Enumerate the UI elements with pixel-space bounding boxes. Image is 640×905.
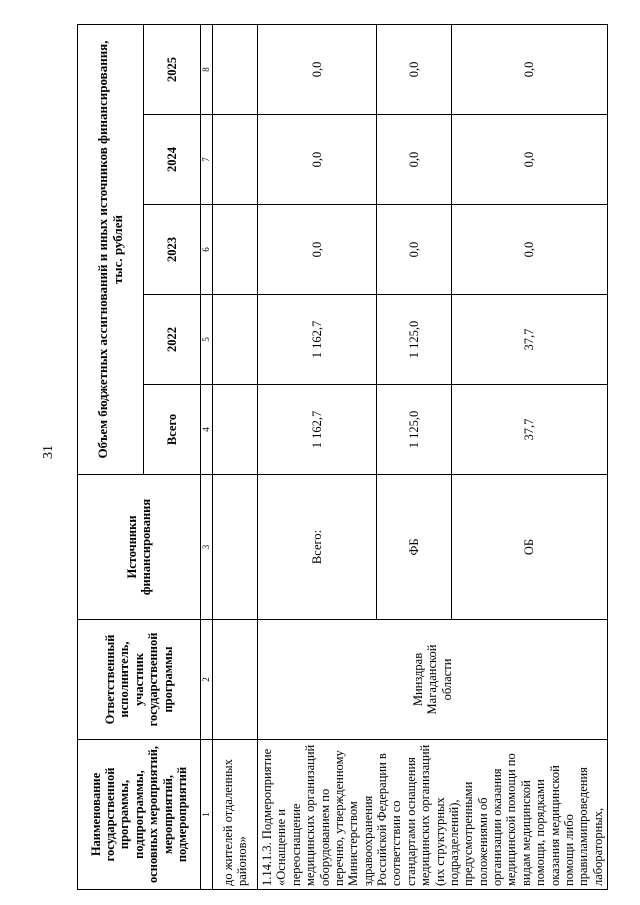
column-index: 3: [201, 475, 213, 620]
table-cell: [213, 620, 258, 740]
column-index: 4: [201, 385, 213, 475]
value-2024: 0,0: [377, 115, 451, 205]
source-cell: ФБ: [377, 475, 451, 620]
header-year-2024: 2024: [144, 115, 201, 205]
value-total: 37,7: [451, 385, 607, 475]
value-2025: 0,0: [377, 24, 451, 114]
source-cell: Всего:: [258, 475, 377, 620]
value-2022: 1 125,0: [377, 295, 451, 385]
header-sources: Источники финансирования: [78, 475, 201, 620]
item-executor: Минздрав Магаданской области: [258, 620, 608, 740]
table-row: [258, 24, 377, 889]
column-index: 2: [201, 620, 213, 740]
header-executor: Ответственный исполнитель, участник государственной программы: [78, 620, 201, 740]
value-2023: 0,0: [451, 205, 607, 295]
value-2022: 1 162,7: [258, 295, 377, 385]
column-index: 8: [201, 24, 213, 114]
value-2023: 0,0: [377, 205, 451, 295]
table-cell: [213, 295, 258, 385]
value-total: 1 125,0: [377, 385, 451, 475]
header-volume-group: Объем бюджетных ассигнований и иных источников финансирования, тыс. рублей: [78, 24, 144, 474]
table-cell: [213, 385, 258, 475]
table-row: [213, 24, 258, 889]
item-name: 1.14.1.3. Подмероприятие «Оснащение и переоснащение медицинских организаций оборудованием по перечню, утвержденному Министерством здравоохранения Российской Федерации в соответствии со стандартами оснащения медицинских организаций (их структурных подразделений), предусмотренными положениями об организации оказания медицинской помощи по видам медицинской помощи, порядками оказания медицинской помощи либо правиламипроведения лабораторных,: [258, 740, 608, 890]
column-index: 5: [201, 295, 213, 385]
table-cell: [213, 475, 258, 620]
continued-row-text: до жителей отдаленных районов»: [213, 740, 258, 890]
column-index: 1: [201, 740, 213, 890]
value-2022: 37,7: [451, 295, 607, 385]
table-cell: [213, 205, 258, 295]
budget-table: [77, 24, 608, 890]
page-number: 31: [41, 445, 56, 459]
source-cell: ОБ: [451, 475, 607, 620]
column-index: 6: [201, 205, 213, 295]
rotated-table-container: [77, 25, 605, 890]
value-2025: 0,0: [451, 24, 607, 114]
header-total: Всего: [144, 385, 201, 475]
value-2025: 0,0: [258, 24, 377, 114]
value-2023: 0,0: [258, 205, 377, 295]
table-cell: [213, 24, 258, 114]
table-cell: [213, 115, 258, 205]
header-year-2025: 2025: [144, 24, 201, 114]
header-year-2022: 2022: [144, 295, 201, 385]
value-2024: 0,0: [258, 115, 377, 205]
header-year-2023: 2023: [144, 205, 201, 295]
column-index: 7: [201, 115, 213, 205]
header-name: Наименование государственной программы, подпрограммы, основных мероприятий, мероприятий, подмероприятий: [78, 740, 201, 890]
value-2024: 0,0: [451, 115, 607, 205]
value-total: 1 162,7: [258, 385, 377, 475]
